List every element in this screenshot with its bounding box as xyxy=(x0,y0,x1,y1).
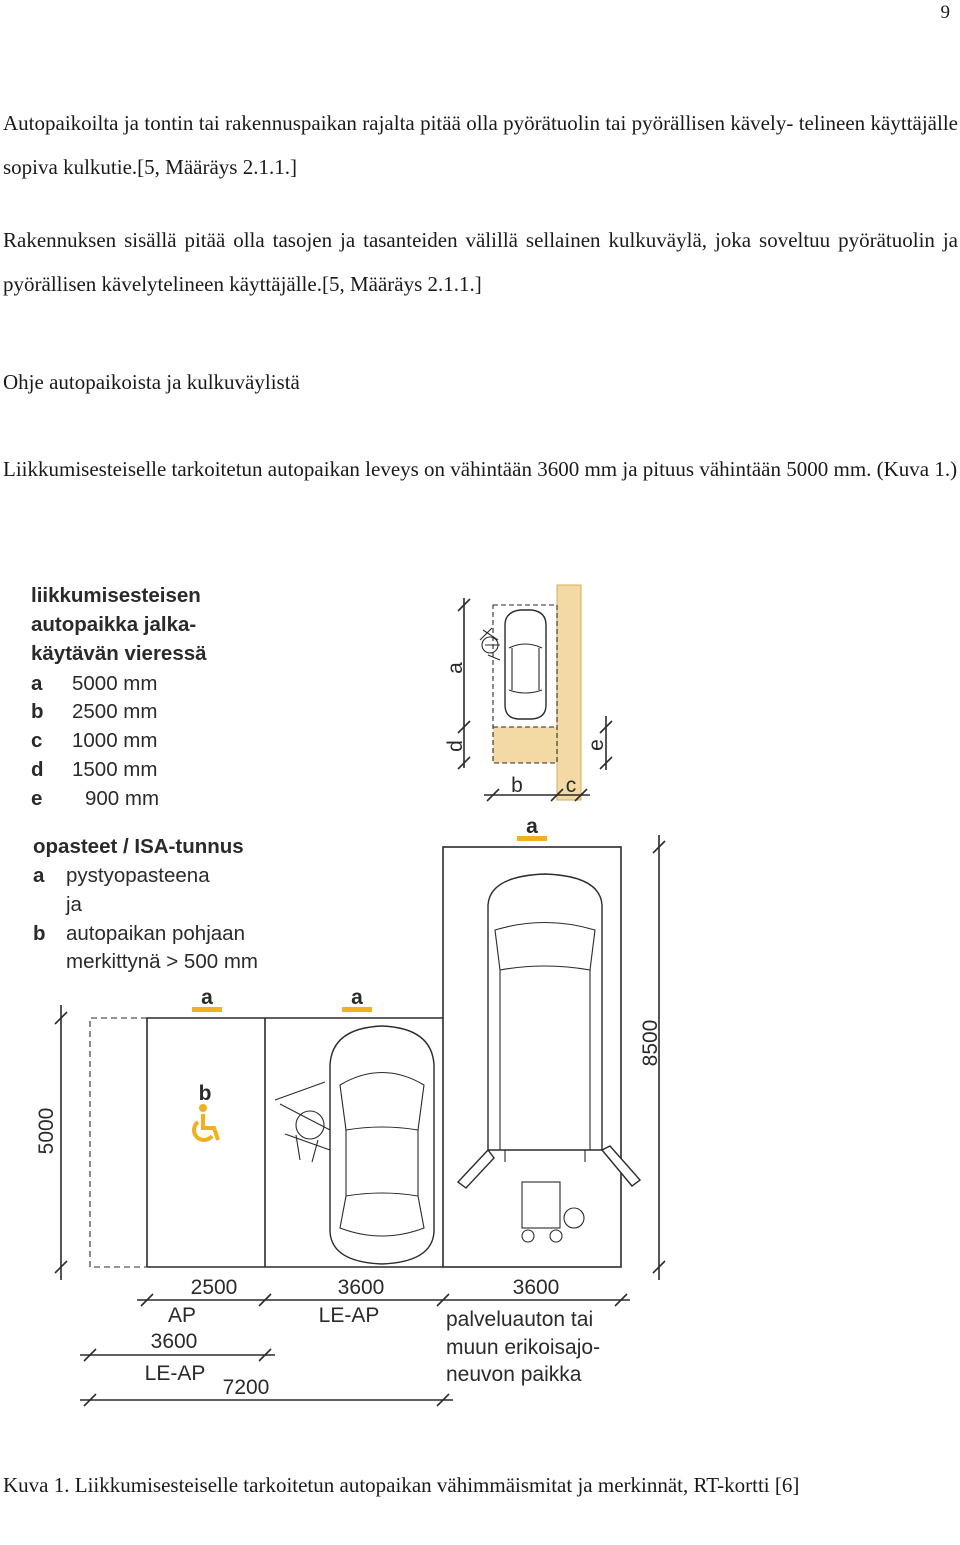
van-icon xyxy=(458,874,640,1242)
legend1-key-b: b xyxy=(31,700,44,723)
legend1-key-a: a xyxy=(31,672,43,695)
dim-label-c: c xyxy=(565,774,577,797)
dim-label-e: e xyxy=(585,739,608,751)
legend2-b-line1: autopaikan pohjaan xyxy=(66,922,245,945)
legend2-a-line1: pystyopasteena xyxy=(66,864,210,887)
figure-caption: Kuva 1. Liikkumisesteiselle tarkoitetun autopaikan vähimmäismitat ja merkinnät, RT-kortti [6] xyxy=(3,1473,800,1497)
dim-ap: AP xyxy=(167,1304,197,1327)
isa-wheelchair-icon xyxy=(194,1082,218,1140)
dim-le-ap-left: LE-AP xyxy=(144,1362,206,1385)
paragraph-1: Autopaikoilta ja tontin tai rakennuspaikan rajalta pitää olla pyörätuolin tai pyörällisen kävely- telineen käyttäjälle sopiva kulkutie.[5, Määräys 2.1.1.] xyxy=(3,111,958,179)
legend2-key-a: a xyxy=(33,864,45,887)
legend1-title-line3: käytävän vieressä xyxy=(31,642,207,665)
car-icon xyxy=(275,1026,434,1264)
service-label-line1: palveluauton tai xyxy=(446,1308,594,1331)
dim-3600-left: 3600 xyxy=(150,1330,198,1353)
sign-label-mid: a xyxy=(351,986,363,1009)
access-zone xyxy=(493,727,557,763)
legend2-title: opasteet / ISA-tunnus xyxy=(33,835,244,858)
legend1-key-c: c xyxy=(31,729,43,752)
legend1-value-d: 1500 mm xyxy=(72,758,158,781)
dim-le-ap-mid: LE-AP xyxy=(318,1304,380,1327)
isa-label: b xyxy=(198,1082,212,1105)
paragraph-3: Liikkumisesteiselle tarkoitetun autopaikan leveys on vähintään 3600 mm ja pituus vähintään 5000 mm. (Kuva 1.) xyxy=(3,457,958,481)
dashed-access-zone xyxy=(90,1018,147,1267)
dim-8500: 8500 xyxy=(639,1019,662,1067)
parking-layout-diagram xyxy=(35,815,665,1406)
legend1-key-e: e xyxy=(31,787,43,810)
parking-diagram-figure xyxy=(0,560,960,1420)
dim-3600-right: 3600 xyxy=(512,1276,560,1299)
dim-5000: 5000 xyxy=(35,1107,58,1155)
legend1-value-b: 2500 mm xyxy=(72,700,158,723)
legend1-key-d: d xyxy=(31,758,44,781)
legend1-value-e: 900 mm xyxy=(85,787,160,810)
legend1-value-a: 5000 mm xyxy=(72,672,158,695)
small-car-icon xyxy=(480,610,546,719)
dim-7200: 7200 xyxy=(222,1376,270,1399)
page-number: 9 xyxy=(940,2,950,23)
dim-2500: 2500 xyxy=(190,1276,238,1299)
legend1-value-c: 1000 mm xyxy=(72,729,158,752)
legend-accessible-parking xyxy=(31,584,207,810)
legend2-b-line2: merkittynä > 500 mm xyxy=(66,950,258,973)
paragraph-2: Rakennuksen sisällä pitää olla tasojen ja tasanteiden välillä sellainen kulkuväylä, joka soveltuu pyörätuolin ja pyörällisen kävelytelineen käyttäjälle.[5, Määräys 2.1.1.] xyxy=(3,228,958,296)
dim-label-b: b xyxy=(511,774,523,797)
service-label-line2: muun erikoisajo- xyxy=(446,1336,601,1359)
sidewalk-parking-diagram xyxy=(444,585,612,801)
legend-signs xyxy=(33,835,258,973)
dim-label-d: d xyxy=(444,740,467,752)
legend1-title-line1: liikkumisesteisen xyxy=(31,584,201,607)
sign-label-service: a xyxy=(526,815,538,838)
legend2-key-b: b xyxy=(33,922,46,945)
legend1-title-line2: autopaikka jalka- xyxy=(31,613,197,636)
legend2-a-line2: ja xyxy=(66,893,82,916)
dim-3600-mid: 3600 xyxy=(337,1276,385,1299)
sign-label-left: a xyxy=(201,986,213,1009)
section-heading: Ohje autopaikoista ja kulkuväylistä xyxy=(3,370,300,394)
sidewalk-strip xyxy=(557,585,581,800)
dim-label-a: a xyxy=(444,662,467,674)
service-label-line3: neuvon paikka xyxy=(446,1363,582,1386)
